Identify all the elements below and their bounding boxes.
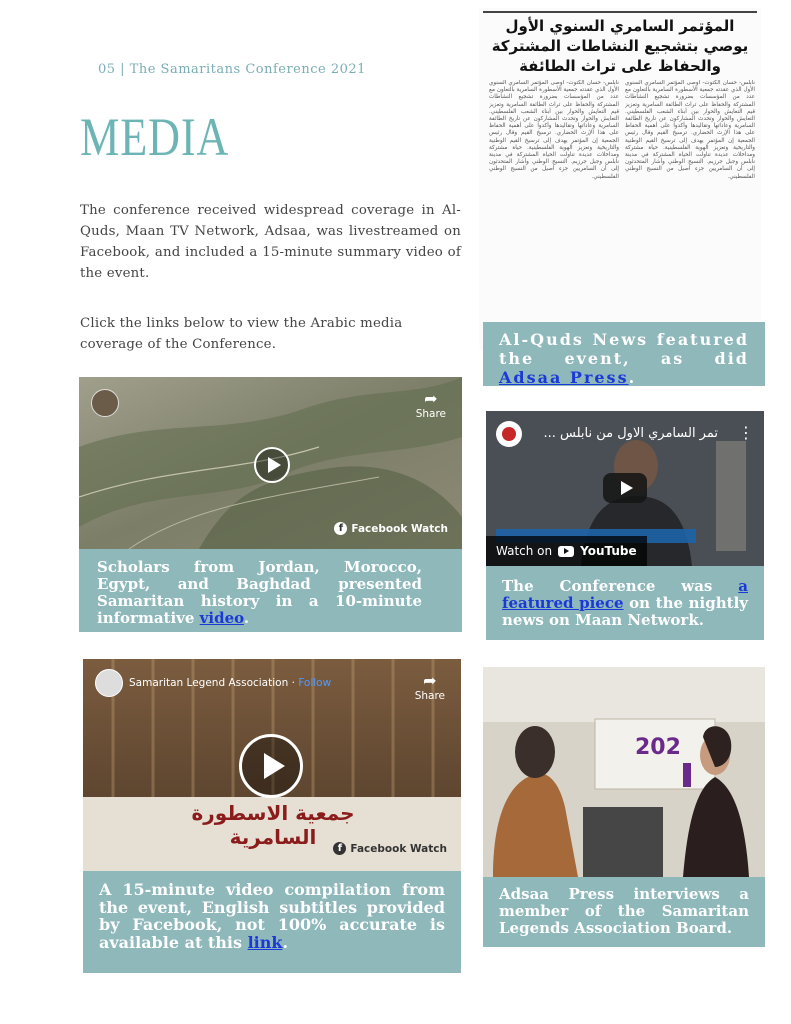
youtube-icon: [558, 546, 574, 557]
compilation-video-link[interactable]: link: [247, 932, 283, 952]
facebook-icon: f: [334, 522, 347, 535]
facebook-watch-badge: f Facebook Watch: [334, 522, 448, 535]
compilation-caption: A 15-minute video compilation from the event, English subtitles provided by Facebook, not 100% accurate is available at this link.: [83, 871, 461, 973]
maan-caption: The Conference was a featured piece on the nightly news on Maan Network.: [486, 566, 764, 640]
adsaa-caption: Adsaa Press interviews a member of the Samaritan Legends Association Board.: [483, 877, 765, 947]
banner-text: 202: [635, 735, 681, 760]
facebook-icon: f: [333, 842, 346, 855]
video-title: تمر السامري الاول من نابلس ...: [543, 426, 718, 441]
compilation-video-thumbnail[interactable]: [83, 659, 461, 871]
instructions-paragraph: Click the links below to view the Arabic media coverage of the Conference.: [80, 316, 403, 352]
page-title: MEDIA: [80, 107, 230, 167]
facebook-watch-badge: f Facebook Watch: [333, 842, 447, 855]
more-options-icon[interactable]: ⋮: [738, 423, 754, 442]
scholars-video-thumbnail[interactable]: [79, 377, 462, 549]
channel-avatar: [91, 389, 119, 417]
play-icon: [268, 457, 281, 473]
share-icon: ➦: [424, 389, 438, 408]
share-icon: ➦: [423, 671, 437, 690]
watch-on-youtube-button[interactable]: Watch on YouTube: [486, 536, 647, 566]
play-icon: [621, 481, 633, 495]
play-icon: [264, 753, 285, 779]
alquds-caption: Al-Quds News featured the event, as did Adsaa Press.: [483, 322, 765, 386]
newspaper-clipping: [479, 8, 761, 350]
scholars-video-link[interactable]: video: [199, 609, 244, 627]
adsaa-interview-photo: [483, 667, 765, 877]
channel-avatar: [95, 669, 123, 697]
scholars-caption: Scholars from Jordan, Morocco, Egypt, and Baghdad presented Samaritan history in a 10-minute informative video.: [79, 549, 462, 632]
play-button[interactable]: [239, 734, 303, 798]
interview-image: [483, 667, 765, 877]
maan-youtube-thumbnail[interactable]: [486, 411, 764, 566]
newspaper-column: نابلس- حسان الكتوت- أوصى المؤتمر السامري السنوي الأول الذي عقدته جمعية الأسطورة السامرية بالتعاون مع عدد من المؤسسات بضرورة تشجيع النشاطات المشتركة والحفاظ على تراث الطائفة السامرية وتعزيز قيم التعايش والحوار بين أبناء الشعب الفلسطيني. التعايش والحوار وتحدث المشاركون عن تاريخ الطائفة السامرية وعاداتها وتقاليدها وأكدوا على أهمية الحفاظ على هذا الإرث الحضاري. ترسيخ القيم وقال رئيس الجمعية إن المؤتمر يهدف إلى ترسيخ القيم الوطنية والتاريخية وتعزيز الهوية الفلسطينية. حياة مشتركة ومداخلات عديدة تناولت الحياة المشتركة في مدينة نابلس وجبل جرزيم. النسيج الوطني وأشار المتحدثون إلى أن السامريين جزء أصيل من النسيج الوطني الفلسطيني.: [625, 80, 755, 180]
follow-link[interactable]: Follow: [298, 677, 332, 689]
share-button[interactable]: ➦ Share: [415, 389, 446, 420]
maan-featured-link[interactable]: a featured piece: [502, 577, 748, 612]
newspaper-headline: المؤتمر السامري السنوي الأول يوصي بتشجيع النشاطات المشتركة والحفاظ على تراث الطائفة: [491, 17, 749, 75]
section-eyebrow: 05 | The Samaritans Conference 2021: [98, 62, 366, 77]
adsaa-press-link[interactable]: Adsaa Press: [499, 368, 629, 387]
newspaper-column: نابلس- حسان الكتوت- أوصى المؤتمر السامري السنوي الأول الذي عقدته جمعية الأسطورة السامرية بالتعاون مع عدد من المؤسسات بضرورة تشجيع النشاطات المشتركة والحفاظ على تراث الطائفة السامرية وتعزيز قيم التعايش والحوار بين أبناء الشعب الفلسطيني. التعايش والحوار وتحدث المشاركون عن تاريخ الطائفة السامرية وعاداتها وتقاليدها وأكدوا على أهمية الحفاظ على هذا الإرث الحضاري. ترسيخ القيم وقال رئيس الجمعية إن المؤتمر يهدف إلى ترسيخ القيم الوطنية والتاريخية وتعزيز الهوية الفلسطينية. حياة مشتركة ومداخلات عديدة تناولت الحياة المشتركة في مدينة نابلس وجبل جرزيم. النسيج الوطني وأشار المتحدثون إلى أن السامريين جزء أصيل من النسيج الوطني الفلسطيني.: [489, 80, 619, 180]
maan-logo: [496, 421, 522, 447]
play-button[interactable]: [254, 447, 290, 483]
share-button[interactable]: ➦ Share: [414, 671, 445, 702]
youtube-play-button[interactable]: [603, 473, 647, 503]
intro-paragraph: The conference received widespread coverage in Al-Quds, Maan TV Network, Adsaa, was livestreamed on Facebook, and included a 15-minute summary video of the event.: [80, 203, 461, 281]
banner-arabic-text: جمعية الاسطورة السامرية: [191, 801, 355, 849]
channel-name: Samaritan Legend Association · Follow: [129, 677, 332, 689]
